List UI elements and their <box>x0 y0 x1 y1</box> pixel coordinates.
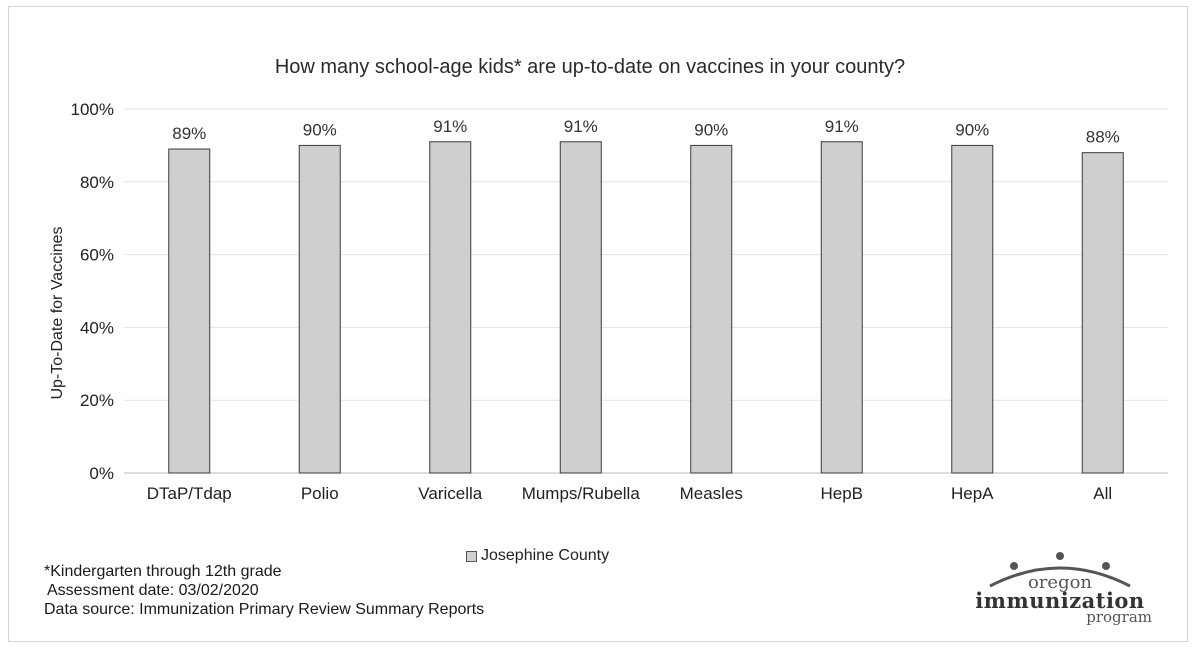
bar <box>952 145 993 473</box>
data-label: 88% <box>1085 127 1120 147</box>
chart-title: How many school-age kids* are up-to-date on vaccines in your county? <box>274 56 906 78</box>
data-label: 89% <box>172 124 207 144</box>
bars <box>169 142 1124 473</box>
bar <box>1082 153 1123 473</box>
data-labels <box>172 117 1120 147</box>
data-label: 91% <box>563 116 598 136</box>
x-tick-label: HepB <box>820 484 864 503</box>
logo-text-program: program <box>1086 608 1152 626</box>
data-label: 91% <box>433 116 468 136</box>
legend-label: Josephine County <box>481 547 610 564</box>
bar <box>299 145 340 473</box>
grid-lines <box>124 109 1168 473</box>
x-tick-label: Polio <box>300 484 339 503</box>
y-axis-title: Up-To-Date for Vaccines <box>49 226 66 400</box>
y-axis-ticks <box>71 100 114 483</box>
y-tick-label: 0% <box>89 464 114 483</box>
x-tick-label: HepA <box>950 484 994 503</box>
logo-text-immunization: immunization <box>975 588 1145 613</box>
footnote-assessment-date: Assessment date: 03/02/2020 <box>47 582 259 599</box>
y-tick-label: 20% <box>79 391 114 411</box>
bar <box>821 142 862 473</box>
x-tick-label: Measles <box>679 484 743 503</box>
data-label: 90% <box>955 120 990 140</box>
logo-text-oregon: oregon <box>1027 572 1093 593</box>
x-axis-categories <box>147 484 1112 503</box>
data-label: 90% <box>302 120 337 140</box>
x-tick-label: All <box>1093 484 1113 503</box>
y-tick-label: 80% <box>79 172 114 192</box>
bar <box>691 145 732 473</box>
footnote-grade-range: *Kindergarten through 12th grade <box>44 563 282 580</box>
data-label: 91% <box>824 116 859 136</box>
oregon-immunization-logo <box>962 548 1158 628</box>
bar <box>560 142 601 473</box>
x-tick-label: Mumps/Rubella <box>521 484 640 503</box>
legend-swatch <box>466 551 477 562</box>
x-tick-label: Varicella <box>418 484 483 503</box>
y-tick-label: 100% <box>70 100 114 119</box>
bar <box>430 142 471 473</box>
data-label: 90% <box>694 120 729 140</box>
legend <box>466 547 609 565</box>
footnotes <box>44 562 484 619</box>
x-tick-label: DTaP/Tdap <box>146 484 232 503</box>
y-tick-label: 60% <box>79 245 114 265</box>
footnote-data-source: Data source: Immunization Primary Review Summary Reports <box>44 601 485 618</box>
y-tick-label: 40% <box>79 318 114 338</box>
bar <box>169 149 210 473</box>
